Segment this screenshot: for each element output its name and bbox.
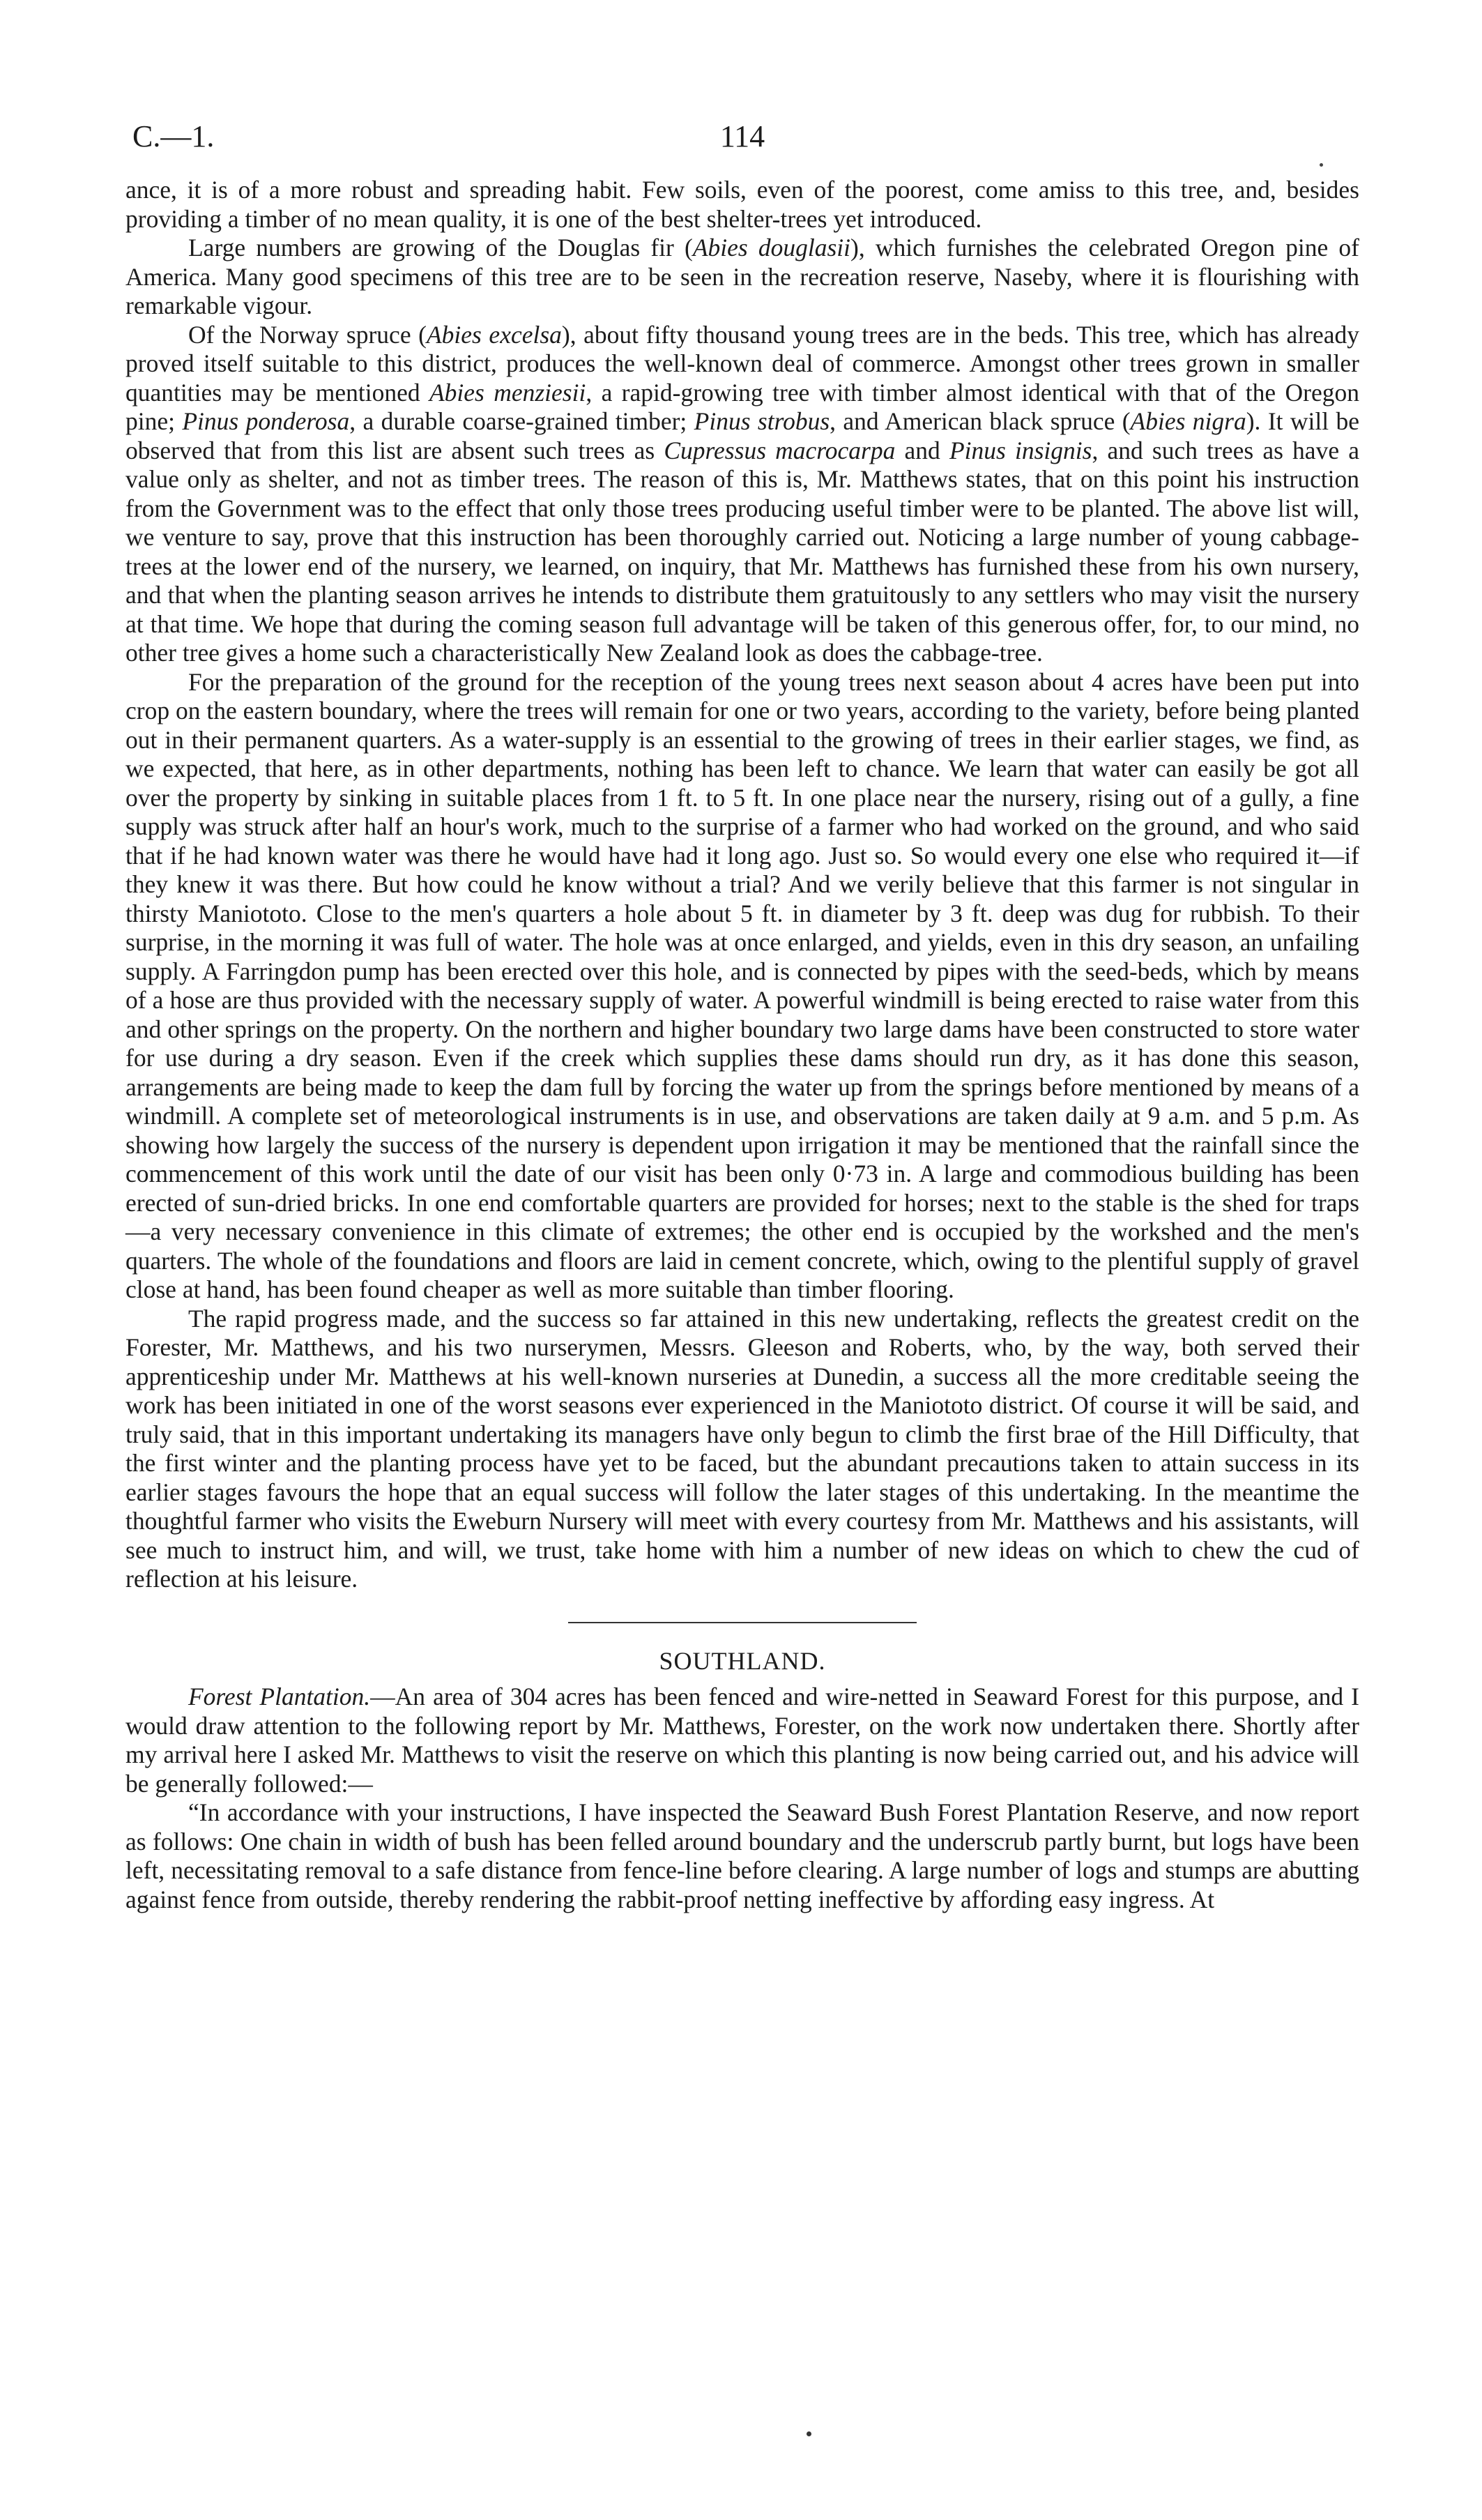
subheading: Forest Plantation. [188, 1683, 371, 1710]
paragraph: For the preparation of the ground for the reception of the young trees next season about 4 acres have been put into crop on the eastern boundary, where the trees will remain for one or two years, according to the variety, before being planted out in their permanent quarters. As a water-supply is an essential to the growing of trees in their earlier stages, we find, as we expected, that here, as in other departments, nothing has been left to chance. We learn that water can easily be got all over the property by sinking in suitable places from 1 ft. to 5 ft. In one place near the nursery, rising out of a gully, a fine supply was struck after half an hour's work, much to the surprise of a farmer who had worked on the ground, and who said that if he had known water was there he would have had it long ago. Just so. So would every one else who required it—if they knew it was there. But how could he know without a trial? And we verily believe that this farmer is not singular in thirsty Maniototo. Close to the men's quarters a hole about 5 ft. in diameter by 3 ft. deep was dug for rubbish. To their surprise, in the morning it was full of water. The hole was at once enlarged, and yields, even in this dry season, an unfailing supply. A Farringdon pump has been erected over this hole, and is connected by pipes with the seed-beds, which by means of a hose are thus provided with the necessary supply of water. A powerful windmill is being erected to raise water from this and other springs on the property. On the northern and higher boundary two large dams have been constructed to store water for use during a dry season. Even if the creek which supplies these dams should run dry, as it has done this season, arrangements are being made to keep the dam full by forcing the water up from the springs before mentioned by means of a windmill. A complete set of meteorological instruments is in use, and observations are taken daily at 9 a.m. and 5 p.m. As showing how largely the success of the nursery is dependent upon irrigation it may be mentioned that the rainfall since the commencement of this work until the date of our visit has been only 0·73 in. A large and commodious building has been erected of sun-dried bricks. In one end comfortable quarters are provided for horses; next to the stable is the shed for traps—a very necessary convenience in this climate of extremes; the other end is occupied by the workshed and the men's quarters. The whole of the foundations and floors are laid in cement concrete, which, owing to the plentiful supply of gravel close at hand, has been found cheaper as well as more suitable than timber flooring. [125, 667, 1359, 1303]
paragraph: The rapid progress made, and the success so far attained in this new undertaking, reflects the greatest credit on the Forester, Mr. Matthews, and his two nurserymen, Messrs. Gleeson and Roberts, who, by the way, both served their apprenticeship under Mr. Matthews at his well-known nurseries at Dunedin, a success all the more creditable seeing the work has been initiated in one of the worst seasons ever experienced in the Maniototo district. Of course it will be said, and truly said, that in this important undertaking its managers have only begun to climb the first brae of the Hill Difficulty, that the first winter and the planting process have yet to be faced, but the abundant precautions taken to attain success in its earlier stages favours the hope that an equal success will follow the later stages of this undertaking. In the meantime the thoughtful farmer who visits the Eweburn Nursery will meet with every courtesy from Mr. Matthews and his assistants, will see much to instruct him, and will, we trust, take home with him a number of new ideas on which to chew the cud of reflection at his leisure. [125, 1304, 1359, 1593]
article-body [125, 176, 1359, 1914]
species-name: Abies nigra [1130, 407, 1246, 435]
species-name: Abies douglasii [692, 234, 850, 261]
species-name: Pinus strobus [694, 407, 830, 435]
paragraph: ance, it is of a more robust and spreading habit. Few soils, even of the poorest, come amiss to this tree, and, besides providing a timber of no mean quality, it is one of the best shelter-trees yet introduced. [125, 176, 1359, 233]
paragraph: “In accordance with your instructions, I have inspected the Seaward Bush Forest Plantation Reserve, and now report as follows: One chain in width of bush has been felled around boundary and the underscrub partly burnt, but logs have been left, necessitating removal to a safe distance from fence-line before clearing. A large number of logs and stumps are abutting against fence from outside, thereby rendering the rabbit-proof netting ineffective by affording easy ingress. At [125, 1798, 1359, 1913]
paragraph: Of the Norway spruce (Abies excelsa), about fifty thousand young trees are in the beds. This tree, which has already proved itself suitable to this district, produces the well-known deal of commerce. Amongst other trees grown in smaller quantities may be mentioned Abies menziesii, a rapid-growing tree with timber almost identical with that of the Oregon pine; Pinus ponderosa, a durable coarse-grained timber; Pinus strobus, and American black spruce (Abies nigra). It will be observed that from this list are absent such trees as Cupressus macrocarpa and Pinus insignis, and such trees as have a value only as shelter, and not as timber trees. The reason of this is, Mr. Matthews states, that on this point his instruction from the Government was to the effect that only those trees producing useful timber were to be planted. The above list will, we venture to say, prove that this instruction has been thoroughly carried out. Noticing a large number of young cabbage-trees at the lower end of the nursery, we learned, on inquiry, that Mr. Matthews has furnished these from his own nursery, and that when the planting season arrives he intends to distribute them gratuitously to any settlers who may visit the nursery at that time. We hope that during the coming season full advantage will be taken of this generous offer, for, to our mind, no other tree gives a home such a characteristically New Zealand look as does the cabbage-tree. [125, 320, 1359, 667]
document-page [125, 119, 1359, 1914]
paragraph: Forest Plantation.—An area of 304 acres has been fenced and wire-netted in Seaward Forest for this purpose, and I would draw attention to the following report by Mr. Matthews, Forester, on the work now undertaken there. Shortly after my arrival here I asked Mr. Matthews to visit the reserve on which this planting is now being carried out, and his advice will be generally followed:— [125, 1683, 1359, 1798]
page-mark [807, 2431, 811, 2436]
running-header [125, 119, 1359, 167]
section-heading: SOUTHLAND. [659, 1646, 826, 1675]
section-divider [568, 1622, 917, 1623]
species-name: Pinus insignis [949, 436, 1092, 464]
paragraph: Large numbers are growing of the Douglas fir (Abies douglasii), which furnishes the celebrated Oregon pine of America. Many good specimens of this tree are to be seen in the recreation reserve, Naseby, where it is flourishing with remarkable vigour. [125, 234, 1359, 319]
species-name: Pinus ponderosa [182, 407, 350, 435]
species-name: Cupressus macrocarpa [664, 436, 896, 464]
species-name: Abies menziesii [429, 378, 586, 407]
series-label: C.—1. [132, 119, 215, 153]
species-name: Abies excelsa [426, 320, 562, 349]
page-number: 114 [719, 119, 765, 153]
